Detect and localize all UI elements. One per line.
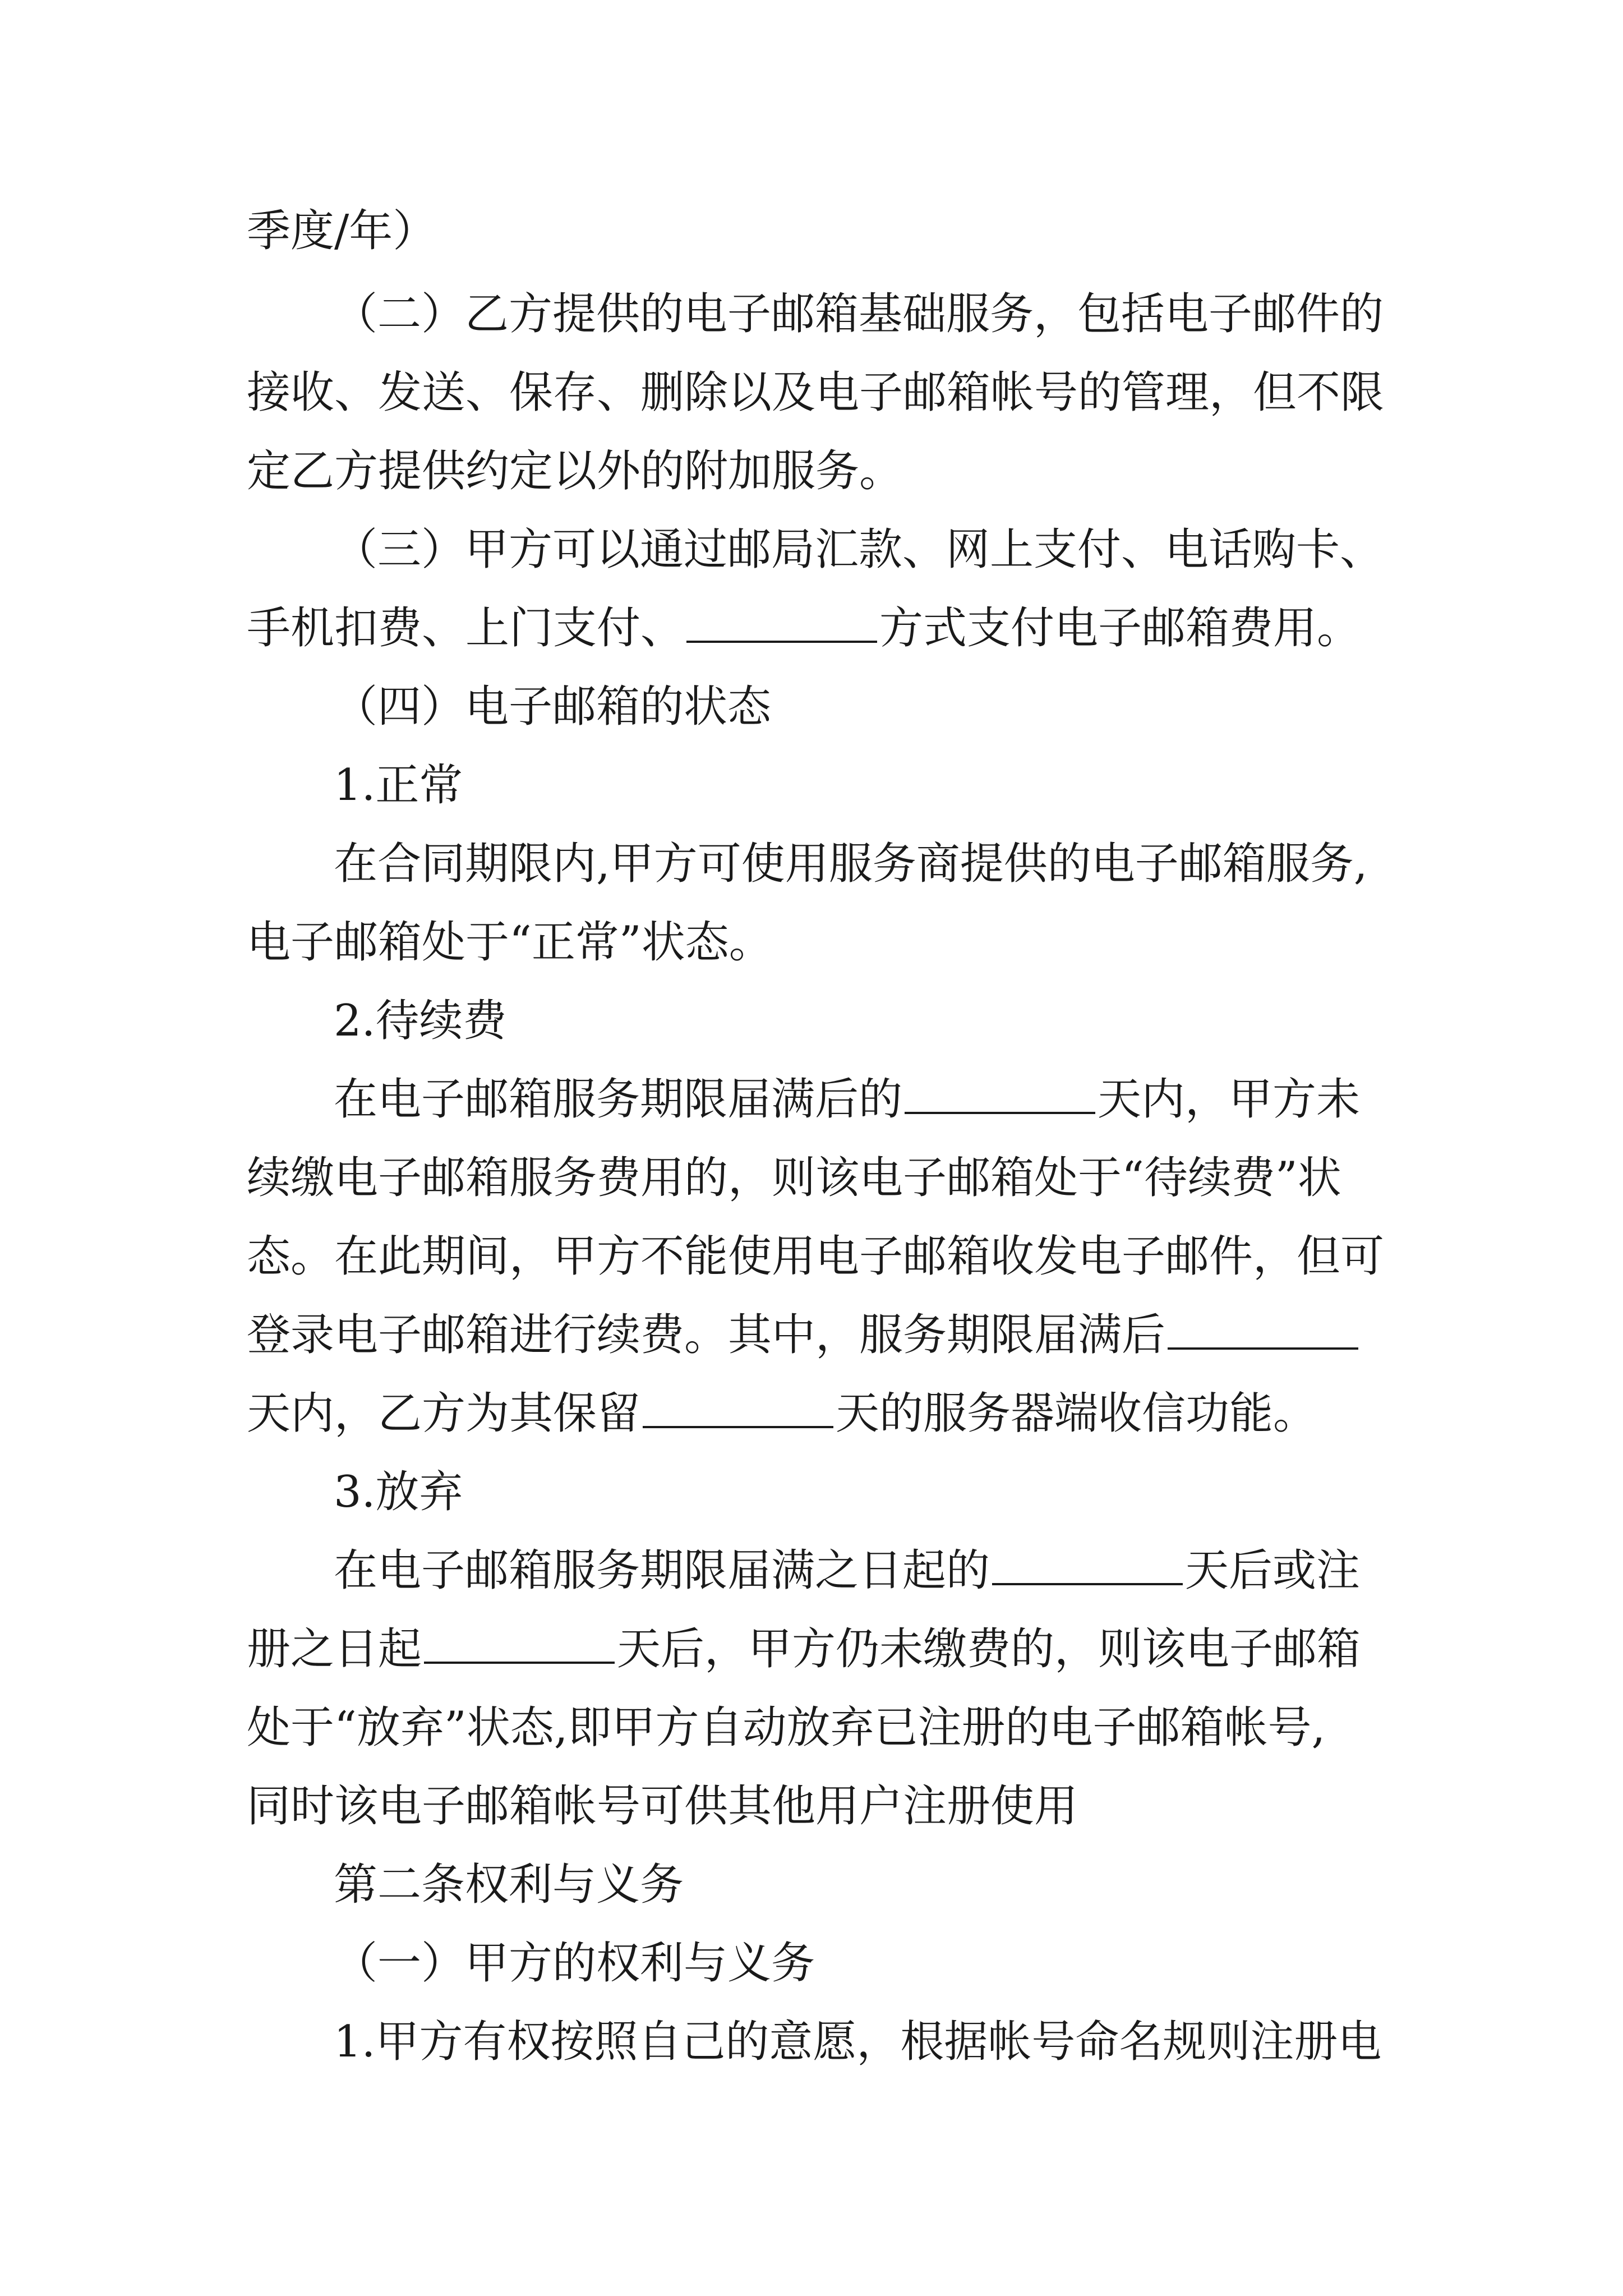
text-line: （一）甲方的权利与义务: [334, 1938, 815, 1989]
text-line: 3.放弃: [334, 1467, 463, 1517]
text-line: 续缴电子邮箱服务费用的，则该电子邮箱处于“待续费”状: [247, 1153, 1341, 1203]
text-line: 同时该电子邮箱帐号可供其他用户注册使用: [247, 1781, 1078, 1832]
text-line: 册之日起 天后，甲方仍未缴费的，则该电子邮箱: [247, 1621, 1361, 1677]
fill-in-blank[interactable]: [686, 601, 877, 643]
text-line: 在合同期限内,甲方可使用服务商提供的电子邮箱服务,: [334, 839, 1368, 889]
text-line: 1.正常: [334, 760, 463, 811]
text-line: 态。在此期间，甲方不能使用电子邮箱收发电子邮件，但可: [247, 1231, 1385, 1282]
fill-in-blank[interactable]: [992, 1544, 1183, 1585]
fill-in-blank[interactable]: [643, 1387, 833, 1428]
fill-in-blank[interactable]: [1168, 1308, 1358, 1350]
text-line: 1.甲方有权按照自己的意愿，根据帐号命名规则注册电: [334, 2017, 1382, 2067]
fill-in-blank[interactable]: [905, 1073, 1095, 1114]
text-line: 处于“放弃”状态,即甲方自动放弃已注册的电子邮箱帐号,: [247, 1703, 1326, 1753]
text-line: 电子邮箱处于“正常”状态。: [247, 917, 773, 968]
text-line: 季度/年）: [247, 206, 437, 256]
section-heading: 第二条权利与义务: [334, 1860, 684, 1910]
text-line: 在电子邮箱服务期限届满之日起的 天后或注: [334, 1543, 1360, 1599]
fill-in-blank[interactable]: [424, 1622, 615, 1664]
text-line: 接收、发送、保存、删除以及电子邮箱帐号的管理，但不限: [247, 367, 1385, 418]
text-line: 手机扣费、上门支付、 方式支付电子邮箱费用。: [247, 600, 1361, 656]
text-line: 天内，乙方为其保留 天的服务器端收信功能。: [247, 1386, 1317, 1442]
text-line: （三）甲方可以通过邮局汇款、网上支付、电话购卡、: [334, 524, 1384, 575]
text-line: （四）电子邮箱的状态: [334, 682, 772, 732]
text-line: （二）乙方提供的电子邮箱基础服务，包括电子邮件的: [334, 289, 1384, 339]
text-line: 在电子邮箱服务期限届满后的 天内，甲方未: [334, 1071, 1360, 1128]
text-line: 登录电子邮箱进行续费。其中，服务期限届满后: [247, 1307, 1361, 1363]
text-line: 定乙方提供约定以外的附加服务。: [247, 446, 903, 496]
text-line: 2.待续费: [334, 996, 507, 1046]
